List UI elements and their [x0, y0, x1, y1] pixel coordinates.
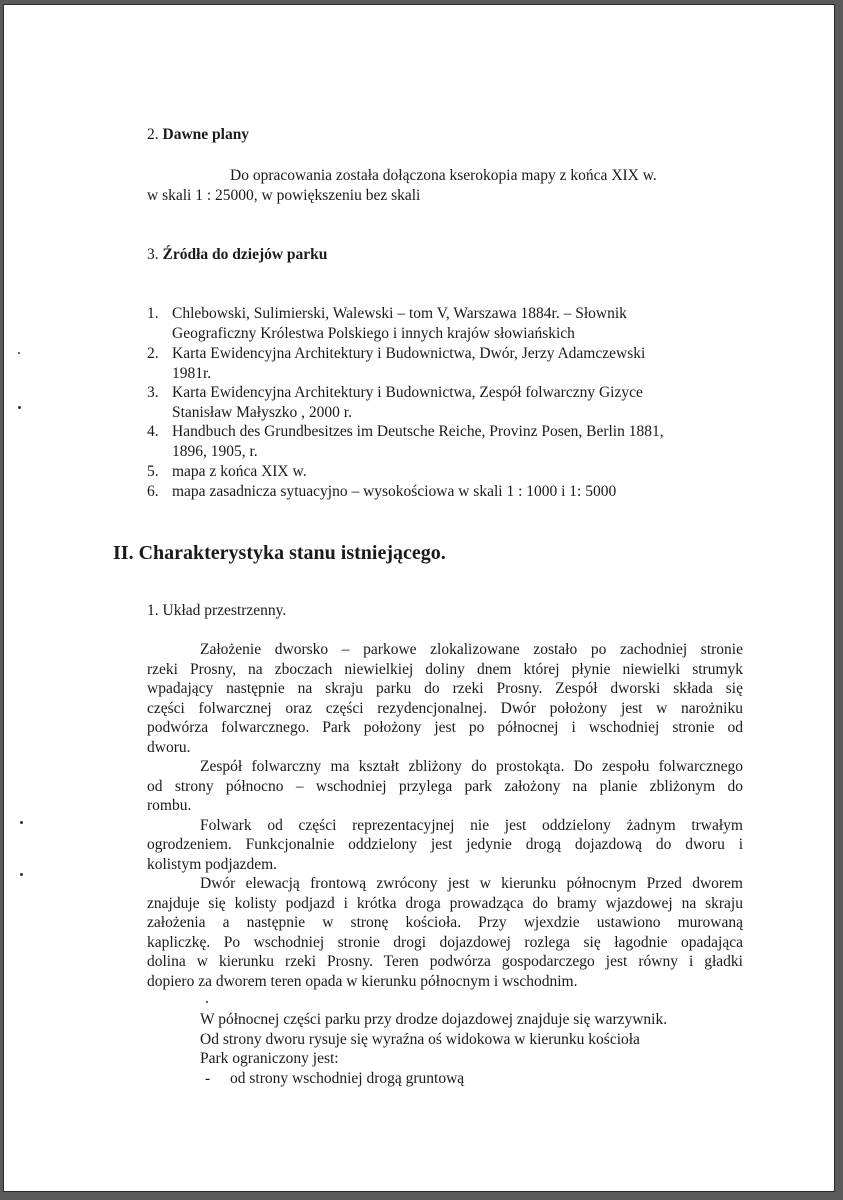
para-4-line-4: kapliczkę. Po wschodniej stronie drogi dojazdowej rozlega się łagodnie opadająca [147, 934, 743, 951]
para-3-line-3: kolistym podjazdem. [147, 856, 278, 873]
para-1-line-3: wpadający następnie na skraju parku do rzeki Prosny. Zespół dworski składa się [147, 680, 743, 697]
source-1-number: 1. [147, 305, 159, 322]
scan-speck [206, 1001, 208, 1003]
para-3-line-1: Folwark od części reprezentacyjnej nie jest oddzielony żadnym trwałym [200, 817, 743, 834]
para-4-line-3: założenia a następnie w stronę kościoła. Przy wjexdzie ustawiono murowaną [147, 914, 743, 931]
source-4-number: 4. [147, 423, 159, 440]
source-5-number: 5. [147, 463, 159, 480]
section-2-heading [147, 126, 249, 144]
bullet-text: od strony wschodniej drogą gruntową [230, 1070, 465, 1087]
subsection-1-title: 1. Układ przestrzenny. [147, 602, 287, 619]
source-6-line-1: mapa zasadnicza sytuacyjno – wysokościowa w skali 1 : 1000 i 1: 5000 [172, 483, 617, 500]
chapter-2-title: II. Charakterystyka stanu istniejącego. [113, 542, 446, 564]
para-4-line-6: dopiero za dworem teren opada w kierunku północnym i wschodnim. [147, 973, 578, 990]
section-2-text-1: Do opracowania została dołączona kserokopia mapy z końca XIX w. [230, 167, 657, 184]
para-4-line-5: dolina w kierunku rzeki Prosny. Teren podwórza gospodarczego jest równy i gładki [147, 953, 743, 970]
source-5-line-1: mapa z końca XIX w. [172, 463, 307, 480]
source-3-line-2: Stanisław Małyszko , 2000 r. [172, 404, 352, 421]
source-3-line-1: Karta Ewidencyjna Architektury i Budownictwa, Zespół folwarczny Gizyce [172, 384, 643, 401]
para-2-line-1: Zespół folwarczny ma kształt zbliżony do prostokąta. Do zespołu folwarcznego [200, 758, 743, 775]
scan-speck [20, 873, 23, 876]
para-3-line-2: ogrodzeniem. Funkcjonalnie oddzielony jest jedynie drogą dojazdową do dworu i [147, 836, 743, 853]
para-1-line-5: podwórza folwarcznego. Park położony jest po północnej i wschodniej stronie od [147, 719, 743, 736]
section-3-title: Źródła do dziejów parku [162, 246, 328, 263]
para-2-line-3: rombu. [147, 797, 192, 814]
source-1-line-1: Chlebowski, Sulimierski, Walewski – tom V, Warszawa 1884r. – Słownik [172, 305, 627, 322]
section-2-title: Dawne plany [162, 126, 250, 143]
scan-speck [18, 406, 21, 409]
para-1-line-4: części folwarcznej oraz części rezydencjonalnej. Dwór położony jest w narożniku [147, 700, 743, 717]
source-2-line-2: 1981r. [172, 365, 212, 382]
document-page [3, 4, 835, 1192]
section-3-heading [147, 246, 327, 264]
source-2-number: 2. [147, 345, 159, 362]
source-3-number: 3. [147, 384, 159, 401]
para-4-line-1: Dwór elewacją frontową zwrócony jest w kierunku północnym Przed dworem [200, 875, 743, 892]
para-1-line-2: rzeki Prosny, na zboczach niewielkiej doliny dnem której płynie niewielki strumyk [147, 661, 743, 678]
scan-speck [20, 821, 23, 824]
para-1-line-1: Założenie dworsko – parkowe zlokalizowane zostało po zachodniej stronie [200, 641, 743, 658]
para-1-line-6: dworu. [147, 739, 191, 756]
section-3-number: 3. [147, 246, 159, 263]
para-2-line-2: od strony północno – wschodniej przylega park założony na planie zbliżonym do [147, 778, 743, 795]
section-2-text-2: w skali 1 : 25000, w powiększeniu bez skali [147, 187, 421, 204]
para-5-line-3: Park ograniczony jest: [200, 1050, 339, 1067]
section-2-number: 2. [147, 126, 159, 143]
source-2-line-1: Karta Ewidencyjna Architektury i Budownictwa, Dwór, Jerzy Adamczewski [172, 345, 646, 362]
para-4-line-2: znajduje się kolisty podjazd i krótka droga prowadząca do bramy wjazdowej na skraju [147, 895, 743, 912]
source-6-number: 6. [147, 483, 159, 500]
scan-speck [18, 352, 20, 354]
para-5-line-1: W północnej części parku przy drodze dojazdowej znajduje się warzywnik. [200, 1011, 668, 1028]
source-1-line-2: Geograficzny Królestwa Polskiego i innych krajów słowiańskich [172, 325, 575, 342]
source-4-line-1: Handbuch des Grundbesitzes im Deutsche Reiche, Provinz Posen, Berlin 1881, [172, 423, 664, 440]
source-4-line-2: 1896, 1905, r. [172, 443, 258, 460]
bullet-dash: - [205, 1070, 211, 1087]
para-5-line-2: Od strony dworu rysuje się wyraźna oś widokowa w kierunku kościoła [200, 1031, 640, 1048]
